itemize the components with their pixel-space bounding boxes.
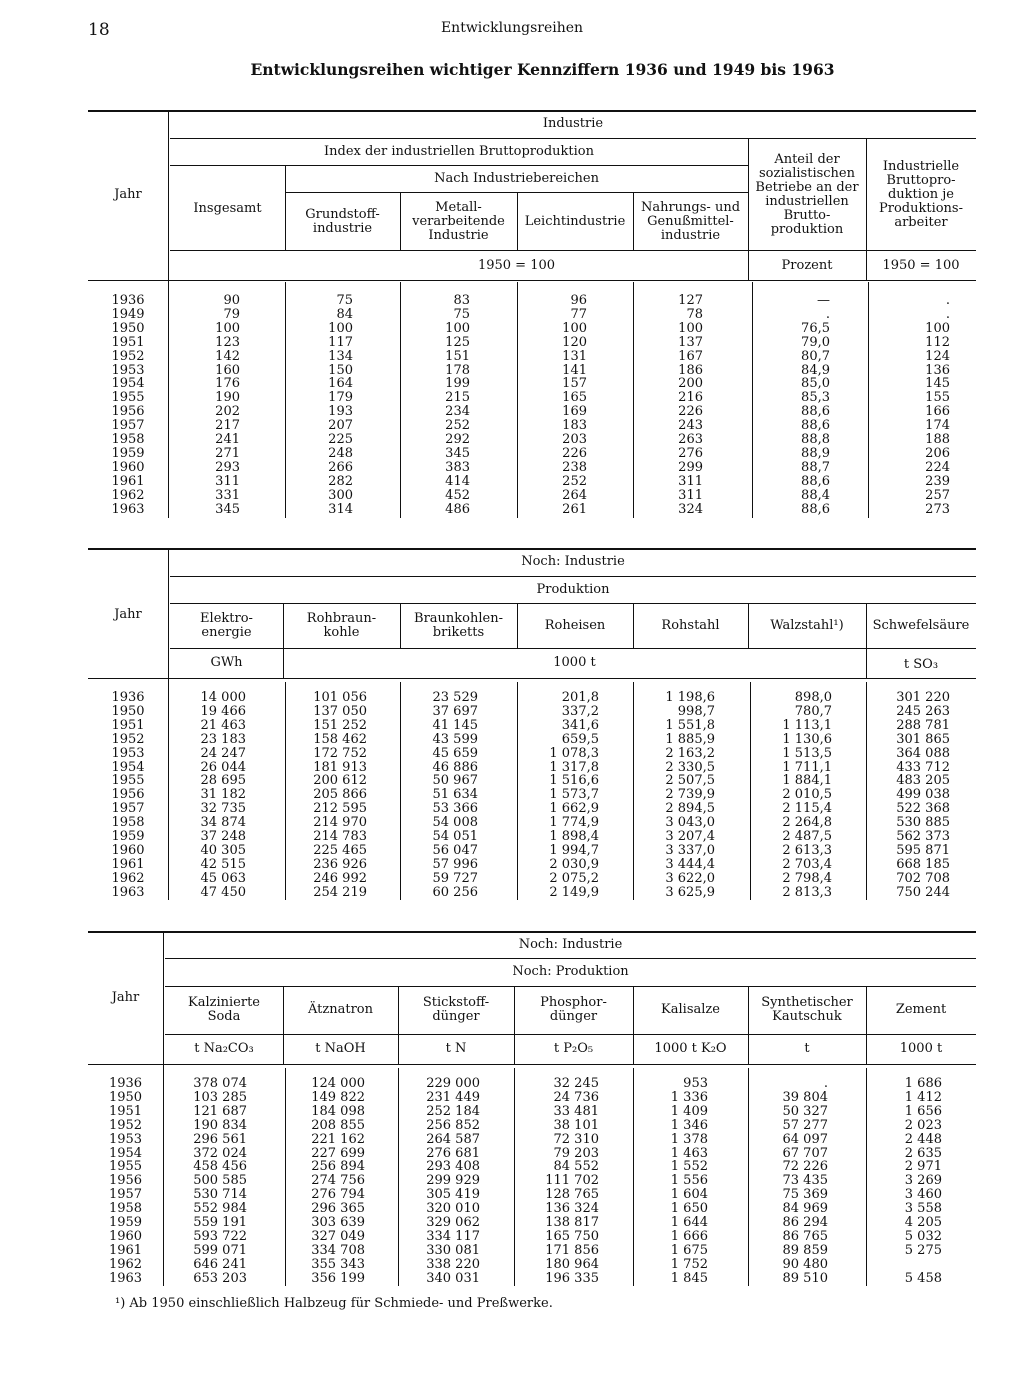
col-header-soda: Kalzinierte Soda <box>188 995 260 1024</box>
page-number: 18 <box>88 20 110 40</box>
year-header: Jahr <box>114 607 142 622</box>
unit-naoh: t NaOH <box>315 1041 366 1056</box>
col-header-kalisalze: Kalisalze <box>661 1002 720 1017</box>
col-header-roheisen: Roheisen <box>544 618 606 633</box>
unit-na2co3: t Na₂CO₃ <box>194 1041 254 1056</box>
unit-n: t N <box>445 1041 467 1056</box>
data-column-schwefelsaeure: 301 220 245 263 288 781 301 865 364 088 433 712 483 205 499 038 522 368 530 885 562 373 595 871 668 185 702 708 750 244 <box>896 690 950 900</box>
index-header: Index der industriellen Bruttoproduktion <box>324 143 594 159</box>
col-header-kautschuk: Synthetischer Kautschuk <box>761 995 853 1024</box>
data-column-kalisalze: 953 1 336 1 409 1 346 1 378 1 463 1 552 1 556 1 604 1 650 1 644 1 666 1 675 1 752 1 845 <box>670 1076 708 1286</box>
unit-1000t: 1000 t <box>899 1041 943 1056</box>
col-header-schwefelsaeure: Schwefelsäure <box>872 618 970 633</box>
running-head: Entwicklungsreihen <box>440 20 584 36</box>
col-header-aetznatron: Ätznatron <box>308 1002 373 1017</box>
year-column: 1936 1949 1950 1951 1952 1953 1954 1955 1956 1957 1958 1959 1960 1961 1962 1963 <box>111 293 145 517</box>
year-header: Jahr <box>114 187 142 202</box>
col-header-walzstahl: Walzstahl¹) <box>770 618 844 633</box>
col-header-elektro: Elektro- energie <box>200 611 253 640</box>
data-column-soda: 378 074 103 285 121 687 190 834 296 561 372 024 458 456 500 585 530 714 552 984 559 191 593 722 599 071 646 241 653 203 <box>193 1076 247 1286</box>
data-column-elektro: 14 000 19 466 21 463 23 183 24 247 26 044 28 695 31 182 32 735 34 874 37 248 40 305 42 515 45 063 47 450 <box>200 690 246 900</box>
data-column-rohstahl: 1 198,6 998,7 1 551,8 1 885,9 2 163,2 2 330,5 2 507,5 2 739,9 2 894,5 3 043,0 3 207,4 3 337,0 3 444,4 3 622,0 3 625,9 <box>665 690 715 900</box>
subgroup-header: Nach Industriebereichen <box>434 170 599 186</box>
year-column: 1936 1950 1951 1952 1953 1954 1955 1956 1957 1958 1959 1960 1961 1962 1963 <box>108 1076 143 1286</box>
group-header: Noch: Industrie <box>521 554 625 569</box>
data-column-stickstoff: 229 000 231 449 252 184 256 852 264 587 276 681 293 408 299 929 305 419 320 010 329 062 334 117 330 081 338 220 340 031 <box>426 1076 480 1286</box>
unit-t: t <box>804 1041 810 1056</box>
subgroup-header: Produktion <box>536 581 610 597</box>
data-column-aetznatron: 124 000 149 822 184 098 208 855 221 162 227 699 256 894 274 756 276 794 296 365 303 639 327 049 334 708 355 343 356 199 <box>311 1076 365 1286</box>
data-column-walzstahl: 898,0 780,7 1 113,1 1 130,6 1 513,5 1 711,1 1 884,1 2 010,5 2 115,4 2 264,8 2 487,5 2 613,3 2 703,4 2 798,4 2 813,3 <box>782 690 832 900</box>
data-column-zement: 1 686 1 412 1 656 2 023 2 448 2 635 2 971 3 269 3 460 3 558 4 205 5 032 5 275 5 458 <box>904 1076 942 1286</box>
data-column-grundstoff: 75 84 100 117 134 150 164 179 193 207 225 248 266 282 300 314 <box>328 293 353 517</box>
data-column-nahrung: 127 78 100 137 167 186 200 216 226 243 263 276 299 311 311 324 <box>678 293 703 517</box>
col-header-grundstoff: Grundstoff- industrie <box>305 207 380 236</box>
col-header-anteil: Anteil der sozialistischen Betriebe an der industriellen Brutto- produktion <box>755 152 859 237</box>
unit-so3: t SO₃ <box>903 657 939 672</box>
col-header-briketts: Braunkohlen- briketts <box>414 611 503 640</box>
data-column-leicht: 96 77 100 120 131 141 157 165 169 183 203 226 238 252 264 261 <box>562 293 587 517</box>
unit-p2o5: t P₂O₅ <box>553 1041 594 1056</box>
data-column-kautschuk: . 39 804 50 327 57 277 64 097 67 707 72 226 73 435 75 369 84 969 86 294 86 765 89 859 90 480 89 510 <box>782 1076 828 1286</box>
data-column-anteil: — . 76,5 79,0 80,7 84,9 85,0 85,3 88,6 88,6 88,8 88,9 88,7 88,6 88,4 88,6 <box>801 293 830 517</box>
data-column-phosphor: 32 245 24 736 33 481 38 101 72 310 79 203 84 552 111 702 128 765 136 324 138 817 165 750 171 856 180 964 196 335 <box>545 1076 599 1286</box>
year-header: Jahr <box>111 990 140 1005</box>
page-title: Entwicklungsreihen wichtiger Kennziffern 1936 und 1949 bis 1963 <box>250 60 835 79</box>
data-column-insgesamt: 90 79 100 123 142 160 176 190 202 217 241 271 293 311 331 345 <box>215 293 240 517</box>
subgroup-header: Noch: Produktion <box>512 964 629 979</box>
unit-k2o: 1000 t K₂O <box>654 1041 727 1056</box>
col-header-rohbraunkohle: Rohbraun- kohle <box>306 611 377 640</box>
data-column-metall: 83 75 100 125 151 178 199 215 234 252 292 345 383 414 452 486 <box>445 293 470 517</box>
group-header: Noch: Industrie <box>518 937 623 952</box>
col-header-nahrung: Nahrungs- und Genußmittel- industrie <box>640 200 741 243</box>
unit-index-2: 1950 = 100 <box>882 257 960 273</box>
col-header-metall: Metall- verarbeitende Industrie <box>412 200 505 243</box>
footnote: ¹) Ab 1950 einschließlich Halbzeug für Schmiede- und Preßwerke. <box>115 1296 553 1311</box>
col-header-phosphor: Phosphor- dünger <box>540 995 607 1024</box>
col-header-stickstoff: Stickstoff- dünger <box>422 995 490 1024</box>
unit-index: 1950 = 100 <box>477 257 556 273</box>
col-header-je-arbeiter: Industrielle Bruttopro- duktion je Produktions- arbeiter <box>878 159 963 230</box>
col-header-rohstahl: Rohstahl <box>661 618 720 633</box>
unit-gwh: GWh <box>210 655 243 670</box>
unit-1000t: 1000 t <box>553 655 596 670</box>
data-column-roheisen: 201,8 337,2 341,6 659,5 1 078,3 1 317,8 1 516,6 1 573,7 1 662,9 1 774,9 1 898,4 1 994,7 2 030,9 2 075,2 2 149,9 <box>549 690 599 900</box>
data-column-je-arbeiter: . . 100 112 124 136 145 155 166 174 188 206 224 239 257 273 <box>925 293 950 517</box>
col-header-leicht: Leichtindustrie <box>524 214 626 229</box>
year-column: 1936 1950 1951 1952 1953 1954 1955 1956 1957 1958 1959 1960 1961 1962 1963 <box>111 690 145 900</box>
data-column-briketts: 23 529 37 697 41 145 43 599 45 659 46 886 50 967 51 634 53 366 54 008 54 051 56 047 57 996 59 727 60 256 <box>432 690 478 900</box>
data-column-rohbraunkohle: 101 056 137 050 151 252 158 462 172 752 181 913 200 612 205 866 212 595 214 970 214 783 225 465 236 926 246 992 254 219 <box>313 690 367 900</box>
unit-prozent: Prozent <box>781 257 833 273</box>
col-header-zement: Zement <box>895 1002 947 1017</box>
col-header-insgesamt: Insgesamt <box>193 201 262 216</box>
group-header: Industrie <box>542 116 604 131</box>
